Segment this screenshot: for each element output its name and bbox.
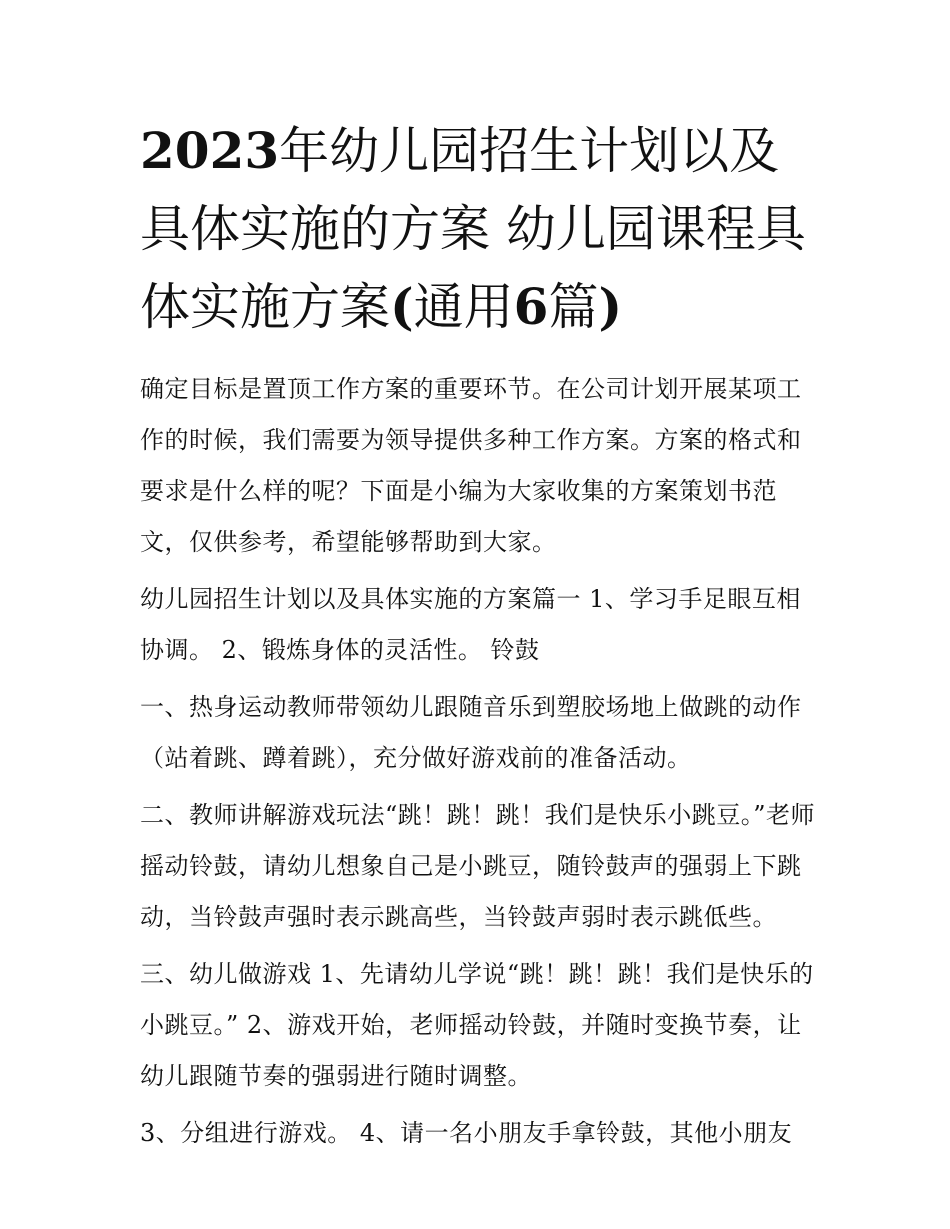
section-one-paragraph: 幼儿园招生计划以及具体实施的方案篇一 1、学习手足眼互相协调。 2、锻炼身体的灵活性。 铃鼓 [140,585,801,664]
document-page [140,112,820,1165]
title-main: 年幼儿园招生计划以及具体实施的方案 幼儿园课程具体实施方案 [140,122,806,336]
title-chapters: 篇 [548,278,599,336]
step-one-paragraph: 一、热身运动教师带领幼儿跟随音乐到塑胶场地上做跳的动作（站着跳、蹲着跳），充分做好游戏前的准备活动。 [140,693,802,772]
step-three-paragraph: 三、幼儿做游戏 1、先请幼儿学说“跳！跳！跳！我们是快乐的小跳豆。” 2、游戏开始，老师摇动铃鼓，并随时变换节奏，让幼儿跟随节奏的强弱进行随时调整。 [140,960,814,1090]
title-general: 通用 [413,278,514,336]
title-paren-close: ) [598,277,623,336]
title-count: 6 [513,277,549,336]
title-year: 2023 [140,121,280,180]
intro-paragraph: 确定目标是置顶工作方案的重要环节。在公司计划开展某项工作的时候，我们需要为领导提供多种工作方案。方案的格式和要求是什么样的呢？下面是小编为大家收集的方案策划书范文，仅供参考，希望能够帮助到大家。 [140,375,802,556]
document-title [140,112,820,346]
title-paren-open: ( [390,277,414,336]
step-two-paragraph: 二、教师讲解游戏玩法“跳！跳！跳！我们是快乐小跳豆。”老师摇动铃鼓，请幼儿想象自己是小跳豆，随铃鼓声的强弱上下跳动，当铃鼓声强时表示跳高些，当铃鼓声弱时表示跳低些。 [140,801,816,931]
group-game-paragraph: 3、分组进行游戏。 4、请一名小朋友手拿铃鼓，其他小朋友 [140,1119,793,1147]
